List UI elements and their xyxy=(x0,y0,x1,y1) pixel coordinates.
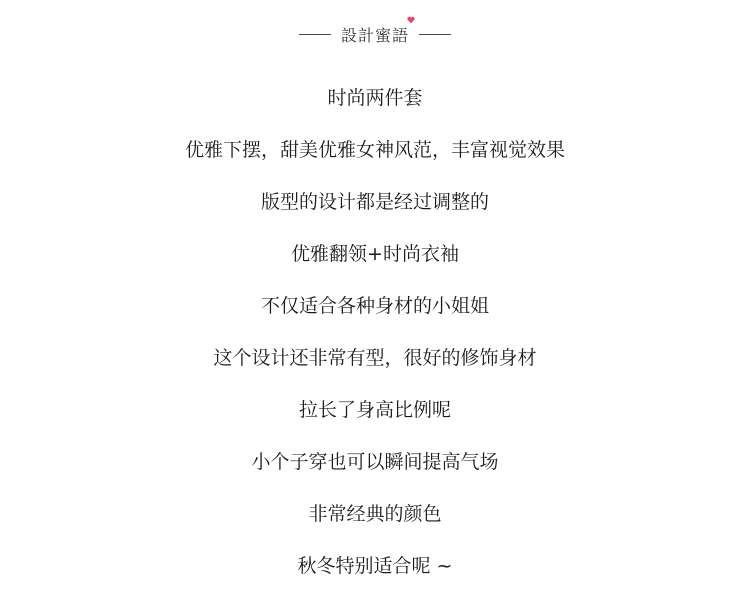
description-line: 时尚两件套 xyxy=(327,87,423,109)
header-rule-left xyxy=(299,34,331,35)
header-title-wrap xyxy=(341,23,409,46)
header-rule-right xyxy=(419,34,451,35)
heart-icon xyxy=(407,16,415,24)
description-line: 优雅下摆，甜美优雅女神风范，丰富视觉效果 xyxy=(184,139,565,161)
description-line: 拉长了身高比例呢 xyxy=(298,399,451,421)
description-line: 优雅翻领+时尚衣袖 xyxy=(291,243,459,265)
description-lines xyxy=(0,84,750,604)
description-line: 非常经典的颜色 xyxy=(308,503,442,525)
description-line: 小个子穿也可以瞬间提高气场 xyxy=(251,451,499,473)
description-line: 这个设计还非常有型，很好的修饰身材 xyxy=(213,347,537,369)
description-line: 不仅适合各种身材的小姐姐 xyxy=(260,295,489,317)
section-header xyxy=(0,20,750,48)
description-line: 秋冬特别适合呢 ~ xyxy=(297,555,453,577)
description-line: 版型的设计都是经过调整的 xyxy=(260,191,489,213)
section-title: 設計蜜語 xyxy=(340,25,409,45)
